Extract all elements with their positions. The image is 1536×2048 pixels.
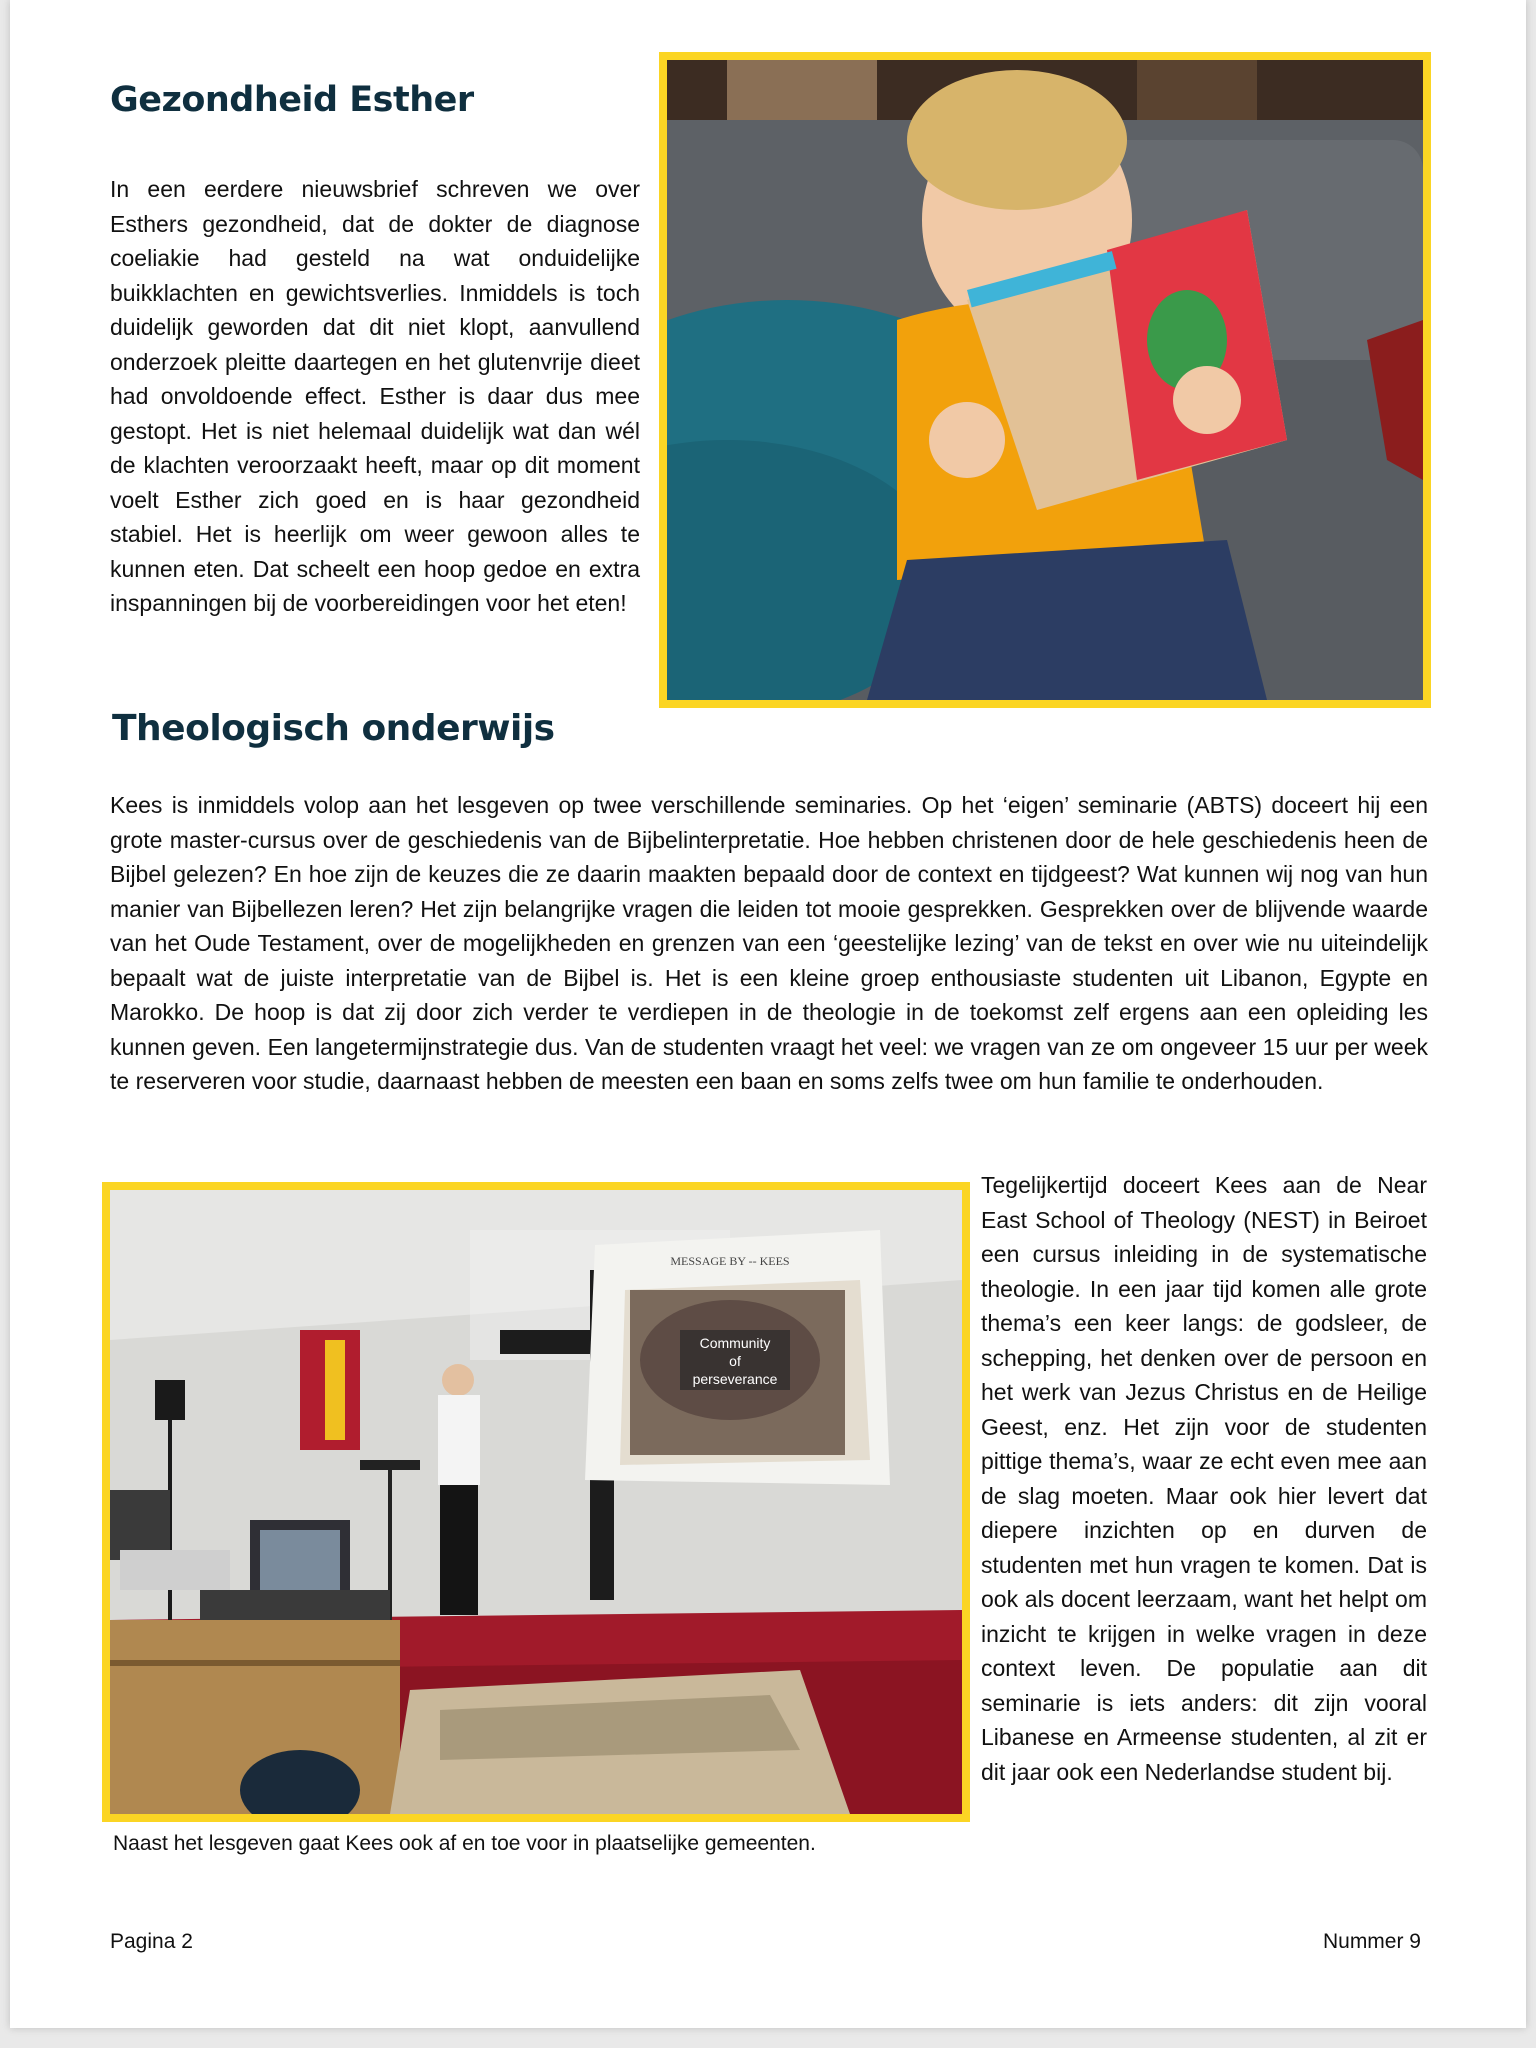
health-paragraph: In een eerdere nieuwsbrief schreven we over Esthers gezondheid, dat de dokter de diagnose coeliakie had gesteld na wat onduidelijke buikklachten en gewichtsverlies. Inmiddels is toch duidelijk geworden dat dit niet klopt, aanvullend onderzoek pleitte daartegen en het glutenvrije dieet had onvoldoende effect. Esther is daar dus mee gestopt. Het is niet helemaal duidelijk wat dan wél de klachten veroorzaakt heeft, maar op dit moment voelt Esther zich goed en is haar gezondheid stabiel. Het is heerlijk om weer gewoon alles te kunnen eten. Dat scheelt een hoop gedoe en extra inspanningen bij de voorbereidingen voor het eten! bbox=[110, 176, 640, 616]
slide-text-line-1: Community bbox=[699, 1335, 771, 1351]
slide-text-line-3: perseverance bbox=[692, 1371, 778, 1387]
theology-paragraph: Kees is inmiddels volop aan het lesgeven op twee verschillende seminaries. Op het ‘eigen’ seminarie (ABTS) doceert hij een grote master-cursus over de geschiedenis van de Bijbelinterpretatie. Hoe hebben christenen door de hele geschiedenis heen de Bijbel gelezen? En hoe zijn de keuzes die ze daarin maakten bepaald door de context en tijdgeest? Wat kunnen wij nog van hun manier van Bijbellezen leren? Het zijn belangrijke vragen die leiden tot mooie gesprekken. Gesprekken over de blijvende waarde van het Oude Testament, over de mogelijkheden en grenzen van een ‘geestelijke lezing’ van de tekst en over wie nu uiteindelijk bepaalt wat de juiste interpretatie van de Bijbel is. Het is een kleine groep enthousiaste studenten uit Libanon, Egypte en Marokko. De hoop is dat zij door zich verder te verdiepen in de theologie in de toekomst zelf ergens aan een opleiding les kunnen geven. Een langetermijnstrategie dus. Van de studenten vraagt het veel: we vragen van ze om ongeveer 15 uur per week te reserveren voor studie, daarnaast hebben de meesten een baan en soms zelfs twee om hun familie te onderhouden. bbox=[110, 792, 1428, 1094]
newsletter-page bbox=[10, 0, 1526, 2028]
photo-child-reading bbox=[659, 52, 1431, 708]
slide-header-text: MESSAGE BY -- KEES bbox=[670, 1254, 790, 1268]
issue-number: Nummer 9 bbox=[1322, 1930, 1421, 1953]
page-number: Pagina 2 bbox=[110, 1930, 193, 1953]
slide-text-line-2: of bbox=[729, 1353, 741, 1369]
section-heading-theology: Theologisch onderwijs bbox=[112, 708, 555, 749]
theology-paragraph-right: Tegelijkertijd doceert Kees aan de Near East School of Theology (NEST) in Beiroet een cursus inleiding in de systematische theologie. In een jaar tijd komen alle grote thema’s een keer langs: de godsleer, de schepping, het denken over de persoon en het werk van Jezus Christus en de Heilige Geest, enz. Het zijn voor de studenten pittige thema’s, waar ze echt even mee aan de slag moeten. Maar ook hier levert dat diepere inzichten op en durven de studenten met hun vragen te komen. Dat is ook als docent leerzaam, want het helpt om inzicht te krijgen in welke vragen in deze context leven. De populatie aan dit seminarie is iets anders: dit zijn vooral Libanese en Armeense studenten, al zit er dit jaar ook een Nederlandse student bij. bbox=[981, 1172, 1427, 1785]
photo-caption: Naast het lesgeven gaat Kees ook af en toe voor in plaatselijke gemeenten. bbox=[113, 1832, 816, 1855]
section-heading-health: Gezondheid Esther bbox=[110, 80, 474, 120]
photo-lecture bbox=[102, 1182, 970, 1822]
